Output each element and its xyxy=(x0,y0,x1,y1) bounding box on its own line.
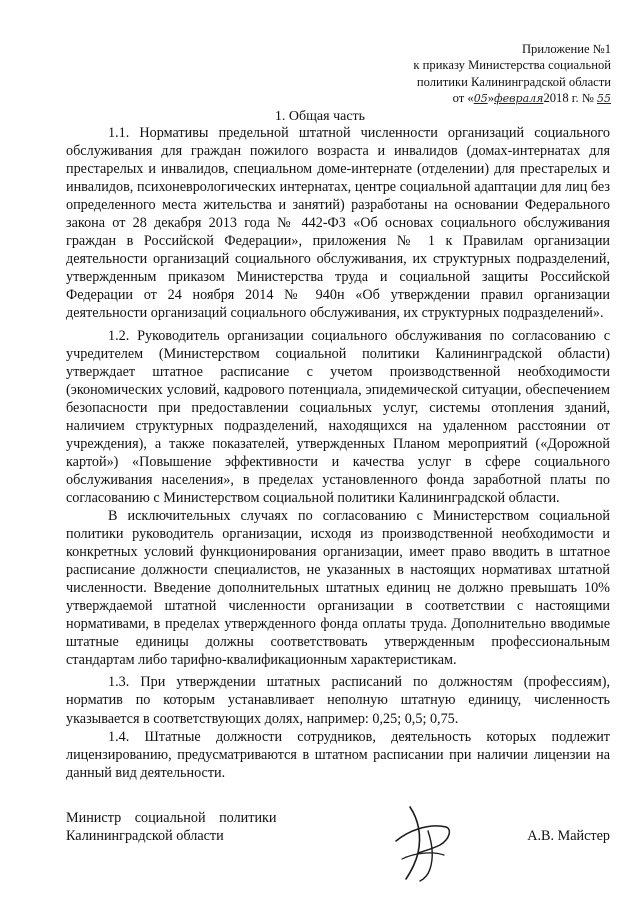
paragraph-1-2: 1.2. Руководитель организации социального обслуживания по согласованию с учредителем (Министерством социальной политики Калининградской области) утверждает штатное расписание с учетом производственной необходимости (экономических условий, кадрового потенциала, эпидемической ситуации, обеспечением безопасности при предоставлении социальных услуг, системы отопления зданий, наличием структурных подразделений, находящихся на удаленном расстоянии от учреждения), а также показателей, утвержденных Планом мероприятий («Дорожной картой») «Повышение эффективности и качества услуг в сфере социального обслуживания населения», в пределах установленного фонда заработной платы по согласованию с Министерством социальной политики Калининградской области. xyxy=(66,327,610,506)
date-year: 2018 г. № xyxy=(543,91,594,106)
signatory-position-line1: Министр социальной политики xyxy=(66,810,277,826)
appendix-header xyxy=(413,41,611,108)
signatory-position xyxy=(66,809,277,845)
date-day: 05 xyxy=(473,92,488,106)
appendix-ministry-line: политики Калининградской области xyxy=(416,74,611,89)
section-title: 1. Общая часть xyxy=(274,109,366,124)
paragraph-1-4: 1.4. Штатные должности сотрудников, деятельность которых подлежит лицензированию, предусматриваются в штатном расписании при наличии лицензии на данный вид деятельности. xyxy=(66,728,610,781)
document-number: 55 xyxy=(597,92,611,106)
paragraph-exceptions: В исключительных случаях по согласованию с Министерством социальной политики руководитель организации, исходя из производственной необходимости и конкретных условий функционирования организации, имеет право вводить в штатное расписание должности специалистов, не указанных в настоящих нормативах штатной численности. Введение дополнительных штатных единиц не должно превышать 10% утверждаемой штатной численности организации в соответствии с настоящими нормативами, в пределах утвержденного фонда оплаты труда. Дополнительно вводимые штатные единицы должны соответствовать утвержденным профессиональным стандартам либо тарифно-квалификационным характеристикам. xyxy=(66,507,610,669)
handwritten-signature xyxy=(388,801,458,883)
appendix-title: Приложение №1 xyxy=(521,42,611,56)
document-body xyxy=(66,124,610,786)
signatory-position-line2: Калининградской области xyxy=(66,828,224,844)
date-mid: » xyxy=(487,91,495,106)
date-prefix: от « xyxy=(452,91,474,106)
appendix-order-line: к приказу Министерства социальной xyxy=(413,58,611,73)
paragraph-1-1: 1.1. Нормативы предельной штатной численности организаций социального обслуживания для граждан пожилого возраста и инвалидов (домах-интернатах для престарелых и инвалидов, специальном доме-интернате (отделении) для престарелых и инвалидов, психоневрологических интернатах, центре социальной адаптации для лиц без определенного места жительства и занятий) разработаны на основании Федерального закона от 28 декабря 2013 года № 442-ФЗ «Об основах социального обслуживания граждан в Российской Федерации», приложения № 1 к Правилам организации деятельности организаций социального обслуживания, их структурных подразделений, утвержденным приказом Министерства труда и социальной защиты Российской Федерации от 24 ноября 2014 № 940н «Об утверждении правил организации деятельности организаций социального обслуживания, их структурных подразделений». xyxy=(66,125,610,322)
date-month: февраля xyxy=(494,92,544,106)
signatory-name: А.В. Майстер xyxy=(527,828,610,844)
paragraph-1-3: 1.3. При утверждении штатных расписаний по должностям (профессиям), норматив по которым устанавливает неполную штатную единицу, численность указывается в соответствующих долях, например: 0,25; 0,5; 0,75. xyxy=(66,674,610,727)
appendix-date-line xyxy=(413,90,611,107)
